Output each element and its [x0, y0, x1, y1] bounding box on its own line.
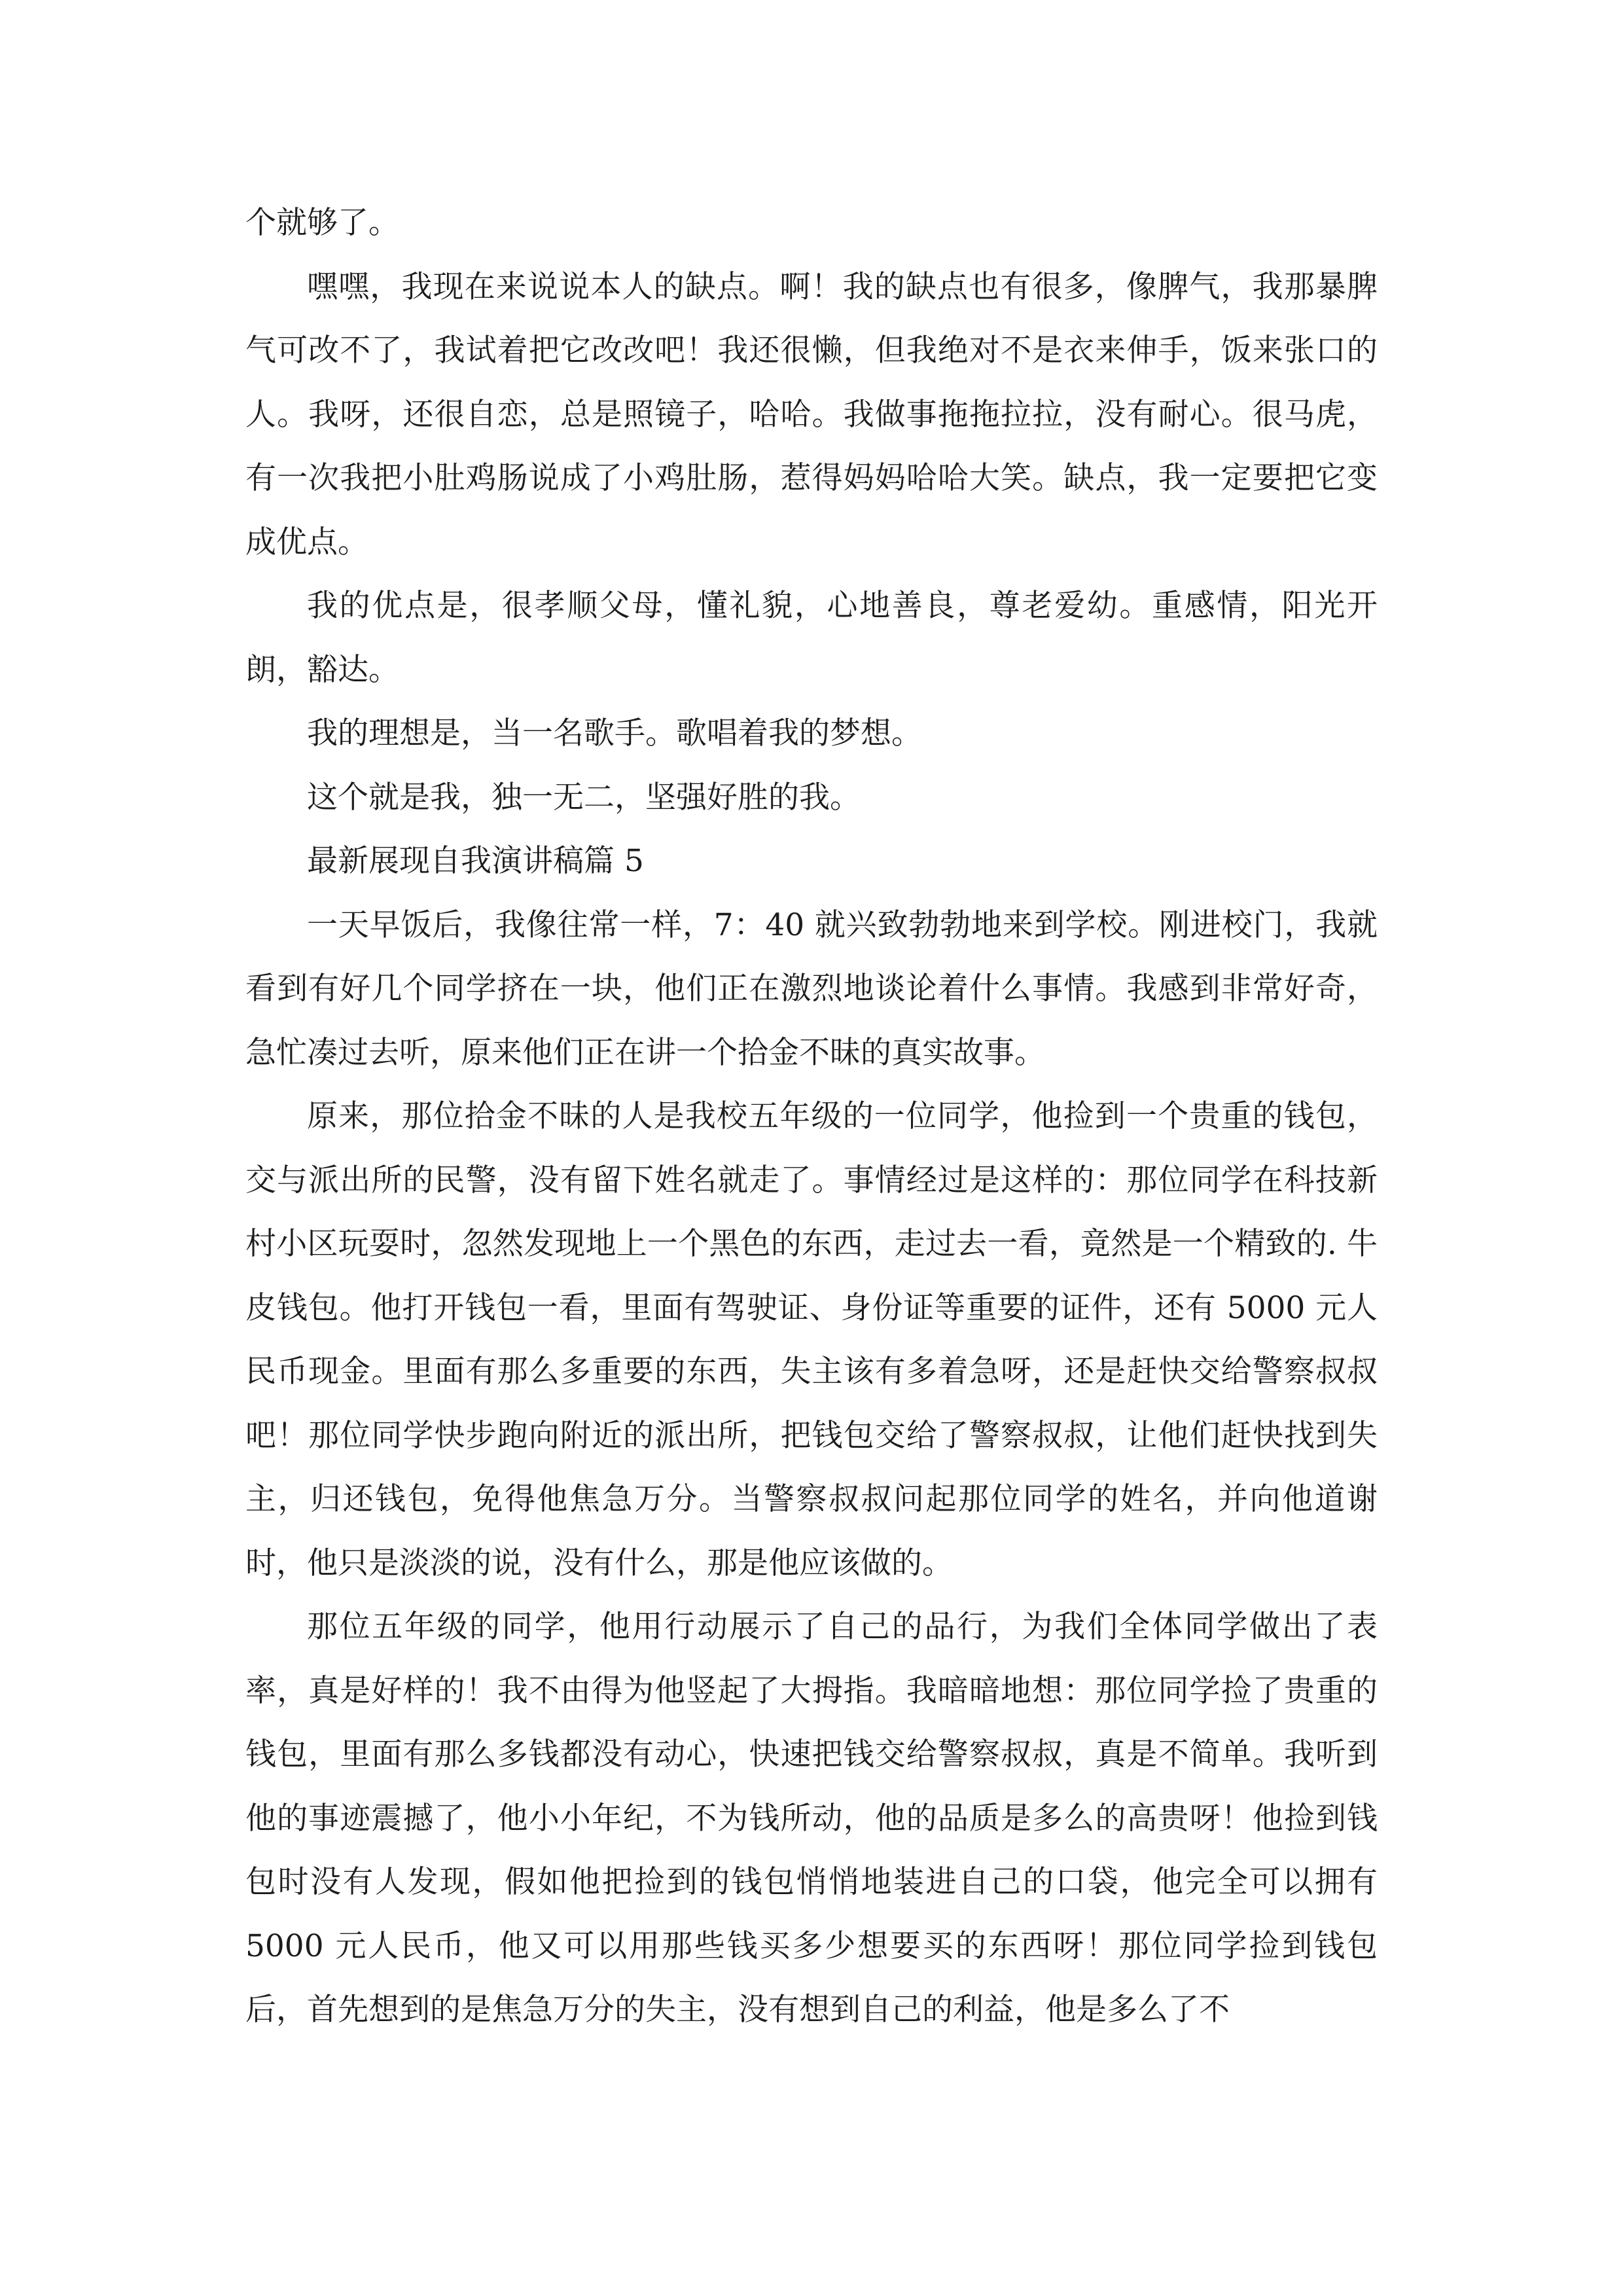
paragraph-story: 原来，那位拾金不昧的人是我校五年级的一位同学，他捡到一个贵重的钱包，交与派出所的民警，没有留下姓名就走了。事情经过是这样的：那位同学在科技新村小区玩耍时，忽然发现地上一个黑色的东西，走过去一看，竟然是一个精致的. 牛皮钱包。他打开钱包一看，里面有驾驶证、身份证等重要的证件，还有 5000 元人民币现金。里面有那么多重要的东西，失主该有多着急呀，还是赶快交给警察叔叔吧！那位同学快步跑向附近的派出所，把钱包交给了警察叔叔，让他们赶快找到失主，归还钱包，免得他焦急万分。当警察叔叔问起那位同学的姓名，并向他道谢时，他只是淡淡的说，没有什么，那是他应该做的。: [245, 1098, 1378, 1581]
section-heading: 最新展现自我演讲稿篇 5: [307, 843, 644, 879]
paragraph-continuation: 个就够了。: [245, 205, 399, 241]
paragraph-reflection: 那位五年级的同学，他用行动展示了自己的品行，为我们全体同学做出了表率，真是好样的！我不由得为他竖起了大拇指。我暗暗地想：那位同学捡了贵重的钱包，里面有那么多钱都没有动心，快速把钱交给警察叔叔，真是不简单。我听到他的事迹震撼了，他小小年纪，不为钱所动，他的品质是多么的高贵呀！他捡到钱包时没有人发现，假如他把捡到的钱包悄悄地装进自己的口袋，他完全可以拥有 5000 元人民币，他又可以用那些钱买多少想要买的东西呀！那位同学捡到钱包后，首先想到的是焦急万分的失主，没有想到自己的利益，他是多么了不: [245, 1609, 1378, 2028]
paragraph-morning: 一天早饭后，我像往常一样，7：40 就兴致勃勃地来到学校。刚进校门，我就看到有好几个同学挤在一块，他们正在激烈地谈论着什么事情。我感到非常好奇，急忙凑过去听，原来他们正在讲一个拾金不昧的真实故事。: [245, 906, 1378, 1071]
paragraph-conclusion: 这个就是我，独一无二，坚强好胜的我。: [307, 779, 861, 816]
paragraph-ideal: 我的理想是，当一名歌手。歌唱着我的梦想。: [307, 715, 922, 751]
paragraph-strengths: 我的优点是，很孝顺父母，懂礼貌，心地善良，尊老爱幼。重感情，阳光开朗，豁达。: [245, 588, 1378, 688]
paragraph-shortcomings: 嘿嘿，我现在来说说本人的缺点。啊！我的缺点也有很多，像脾气，我那暴脾气可改不了，我试着把它改改吧！我还很懒，但我绝对不是衣来伸手，饭来张口的人。我呀，还很自恋，总是照镜子，哈哈。我做事拖拖拉拉，没有耐心。很马虎，有一次我把小肚鸡肠说成了小鸡肚肠，惹得妈妈哈哈大笑。缺点，我一定要把它变成优点。: [245, 268, 1378, 560]
document-body: [245, 191, 1378, 2042]
